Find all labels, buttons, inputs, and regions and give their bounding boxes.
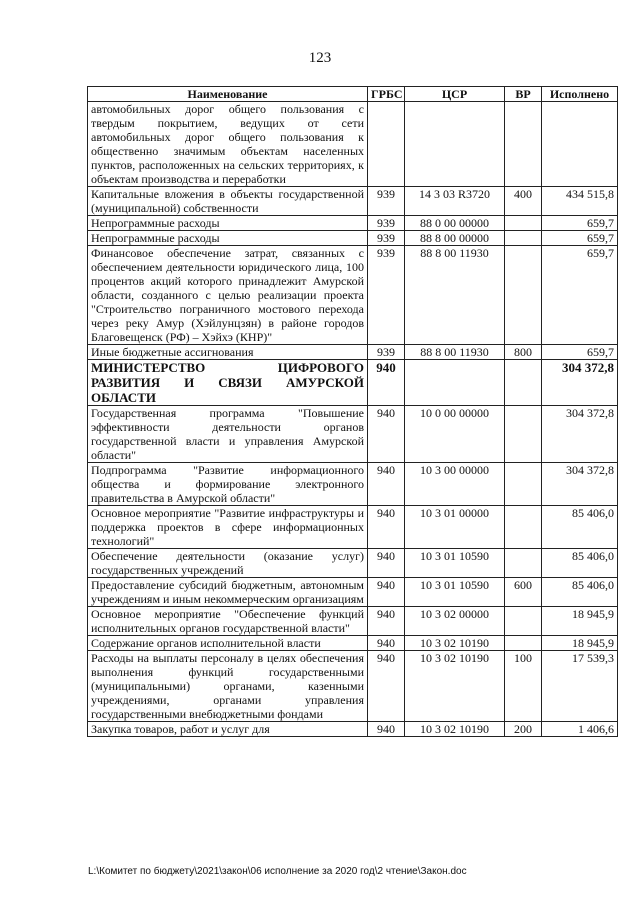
table-row — [88, 345, 618, 360]
cell-vr: 400 — [505, 187, 542, 216]
cell-name: МИНИСТЕРСТВО ЦИФРОВОГО РАЗВИТИЯ И СВЯЗИ АМУРСКОЙ ОБЛАСТИ — [88, 360, 368, 406]
cell-vr — [505, 360, 542, 406]
table-row — [88, 246, 618, 345]
cell-name: Финансовое обеспечение затрат, связанных с обеспечением деятельности юридического лица, 100 процентов акций которого принадлежит Амурской области, созданного с целью реализации проекта "Строительство пограничного мостового перехода через реку Амур (Хэйлунцзян) в районе городов Благовещенск (РФ) – Хэйхэ (КНР)" — [88, 246, 368, 345]
footer-file-path: L:\Комитет по бюджету\2021\закон\06 исполнение за 2020 год\2 чтение\Закон.doc — [88, 866, 467, 877]
cell-amount: 1 406,6 — [542, 722, 618, 737]
table-row — [88, 406, 618, 463]
cell-name: Обеспечение деятельности (оказание услуг) государственных учреждений — [88, 549, 368, 578]
table-row — [88, 578, 618, 607]
cell-grbs: 940 — [368, 406, 405, 463]
page-number: 123 — [308, 50, 332, 66]
column-header-grbs: ГРБС — [368, 87, 405, 102]
cell-csr: 88 0 00 00000 — [405, 216, 505, 231]
cell-amount: 659,7 — [542, 345, 618, 360]
cell-amount: 659,7 — [542, 231, 618, 246]
cell-vr — [505, 463, 542, 506]
cell-name: Закупка товаров, работ и услуг для — [88, 722, 368, 737]
cell-csr — [405, 102, 505, 187]
cell-name: Предоставление субсидий бюджетным, автономным учреждениям и иным некоммерческим организациям — [88, 578, 368, 607]
column-header-csr: ЦСР — [405, 87, 505, 102]
cell-csr: 88 8 00 11930 — [405, 246, 505, 345]
cell-grbs: 940 — [368, 578, 405, 607]
cell-csr — [405, 360, 505, 406]
cell-vr — [505, 102, 542, 187]
cell-csr: 10 3 01 00000 — [405, 506, 505, 549]
cell-name: Основное мероприятие "Развитие инфраструктуры и поддержка проектов в сфере информационных технологий" — [88, 506, 368, 549]
cell-csr: 14 3 03 R3720 — [405, 187, 505, 216]
cell-grbs: 940 — [368, 636, 405, 651]
cell-csr: 10 3 01 10590 — [405, 549, 505, 578]
cell-vr: 600 — [505, 578, 542, 607]
cell-grbs: 939 — [368, 231, 405, 246]
cell-grbs: 940 — [368, 506, 405, 549]
cell-csr: 10 3 00 00000 — [405, 463, 505, 506]
cell-grbs: 940 — [368, 607, 405, 636]
cell-amount: 659,7 — [542, 246, 618, 345]
column-header-vr: ВР — [505, 87, 542, 102]
cell-vr — [505, 231, 542, 246]
cell-grbs: 940 — [368, 651, 405, 722]
cell-amount: 85 406,0 — [542, 506, 618, 549]
cell-csr: 10 0 00 00000 — [405, 406, 505, 463]
cell-grbs: 939 — [368, 246, 405, 345]
table-row — [88, 549, 618, 578]
cell-amount: 18 945,9 — [542, 607, 618, 636]
table-row — [88, 607, 618, 636]
cell-amount — [542, 102, 618, 187]
cell-amount: 304 372,8 — [542, 406, 618, 463]
cell-vr — [505, 549, 542, 578]
table-row — [88, 102, 618, 187]
table-row — [88, 636, 618, 651]
cell-vr — [505, 607, 542, 636]
cell-name: Основное мероприятие "Обеспечение функций исполнительных органов государственной власти" — [88, 607, 368, 636]
cell-name: Подпрограмма "Развитие информационного общества и формирование электронного правительства в Амурской области" — [88, 463, 368, 506]
cell-amount: 434 515,8 — [542, 187, 618, 216]
cell-grbs — [368, 102, 405, 187]
cell-vr — [505, 406, 542, 463]
cell-amount: 85 406,0 — [542, 549, 618, 578]
cell-grbs: 940 — [368, 549, 405, 578]
cell-csr: 10 3 02 10190 — [405, 636, 505, 651]
table-body — [88, 102, 618, 737]
cell-csr: 88 8 00 00000 — [405, 231, 505, 246]
table-row — [88, 506, 618, 549]
cell-csr: 10 3 01 10590 — [405, 578, 505, 607]
cell-name: Государственная программа "Повышение эффективности деятельности органов государственной власти и управления Амурской области" — [88, 406, 368, 463]
cell-amount: 659,7 — [542, 216, 618, 231]
table-row — [88, 231, 618, 246]
cell-name: Капитальные вложения в объекты государственной (муниципальной) собственности — [88, 187, 368, 216]
cell-csr: 10 3 02 10190 — [405, 651, 505, 722]
cell-grbs: 940 — [368, 360, 405, 406]
cell-name: автомобильных дорог общего пользования с твердым покрытием, ведущих от сети автомобильных дорог общего пользования к общественно значимым объектам населенных пунктов, расположенных на сельских территориях, к объектам производства и переработки — [88, 102, 368, 187]
budget-table — [87, 86, 618, 737]
cell-amount: 85 406,0 — [542, 578, 618, 607]
cell-grbs: 939 — [368, 345, 405, 360]
cell-grbs: 939 — [368, 216, 405, 231]
column-header-name: Наименование — [88, 87, 368, 102]
cell-vr: 100 — [505, 651, 542, 722]
cell-csr: 10 3 02 10190 — [405, 722, 505, 737]
cell-amount: 304 372,8 — [542, 360, 618, 406]
cell-amount: 18 945,9 — [542, 636, 618, 651]
table-header-row — [88, 87, 618, 102]
table-row — [88, 651, 618, 722]
cell-grbs: 939 — [368, 187, 405, 216]
cell-name: Непрограммные расходы — [88, 231, 368, 246]
table-row — [88, 360, 618, 406]
cell-grbs: 940 — [368, 722, 405, 737]
table-row — [88, 187, 618, 216]
cell-vr: 800 — [505, 345, 542, 360]
cell-vr — [505, 506, 542, 549]
table-row — [88, 216, 618, 231]
cell-vr — [505, 216, 542, 231]
table-row — [88, 722, 618, 737]
cell-csr: 10 3 02 00000 — [405, 607, 505, 636]
cell-vr: 200 — [505, 722, 542, 737]
cell-grbs: 940 — [368, 463, 405, 506]
cell-name: Расходы на выплаты персоналу в целях обеспечения выполнения функций государственными (муниципальными) органами, казенными учреждениями, органами управления государственными внебюджетными фондами — [88, 651, 368, 722]
cell-vr — [505, 636, 542, 651]
table-row — [88, 463, 618, 506]
cell-csr: 88 8 00 11930 — [405, 345, 505, 360]
cell-amount: 17 539,3 — [542, 651, 618, 722]
cell-name: Содержание органов исполнительной власти — [88, 636, 368, 651]
column-header-amount: Исполнено — [542, 87, 618, 102]
cell-name: Иные бюджетные ассигнования — [88, 345, 368, 360]
cell-amount: 304 372,8 — [542, 463, 618, 506]
cell-vr — [505, 246, 542, 345]
cell-name: Непрограммные расходы — [88, 216, 368, 231]
